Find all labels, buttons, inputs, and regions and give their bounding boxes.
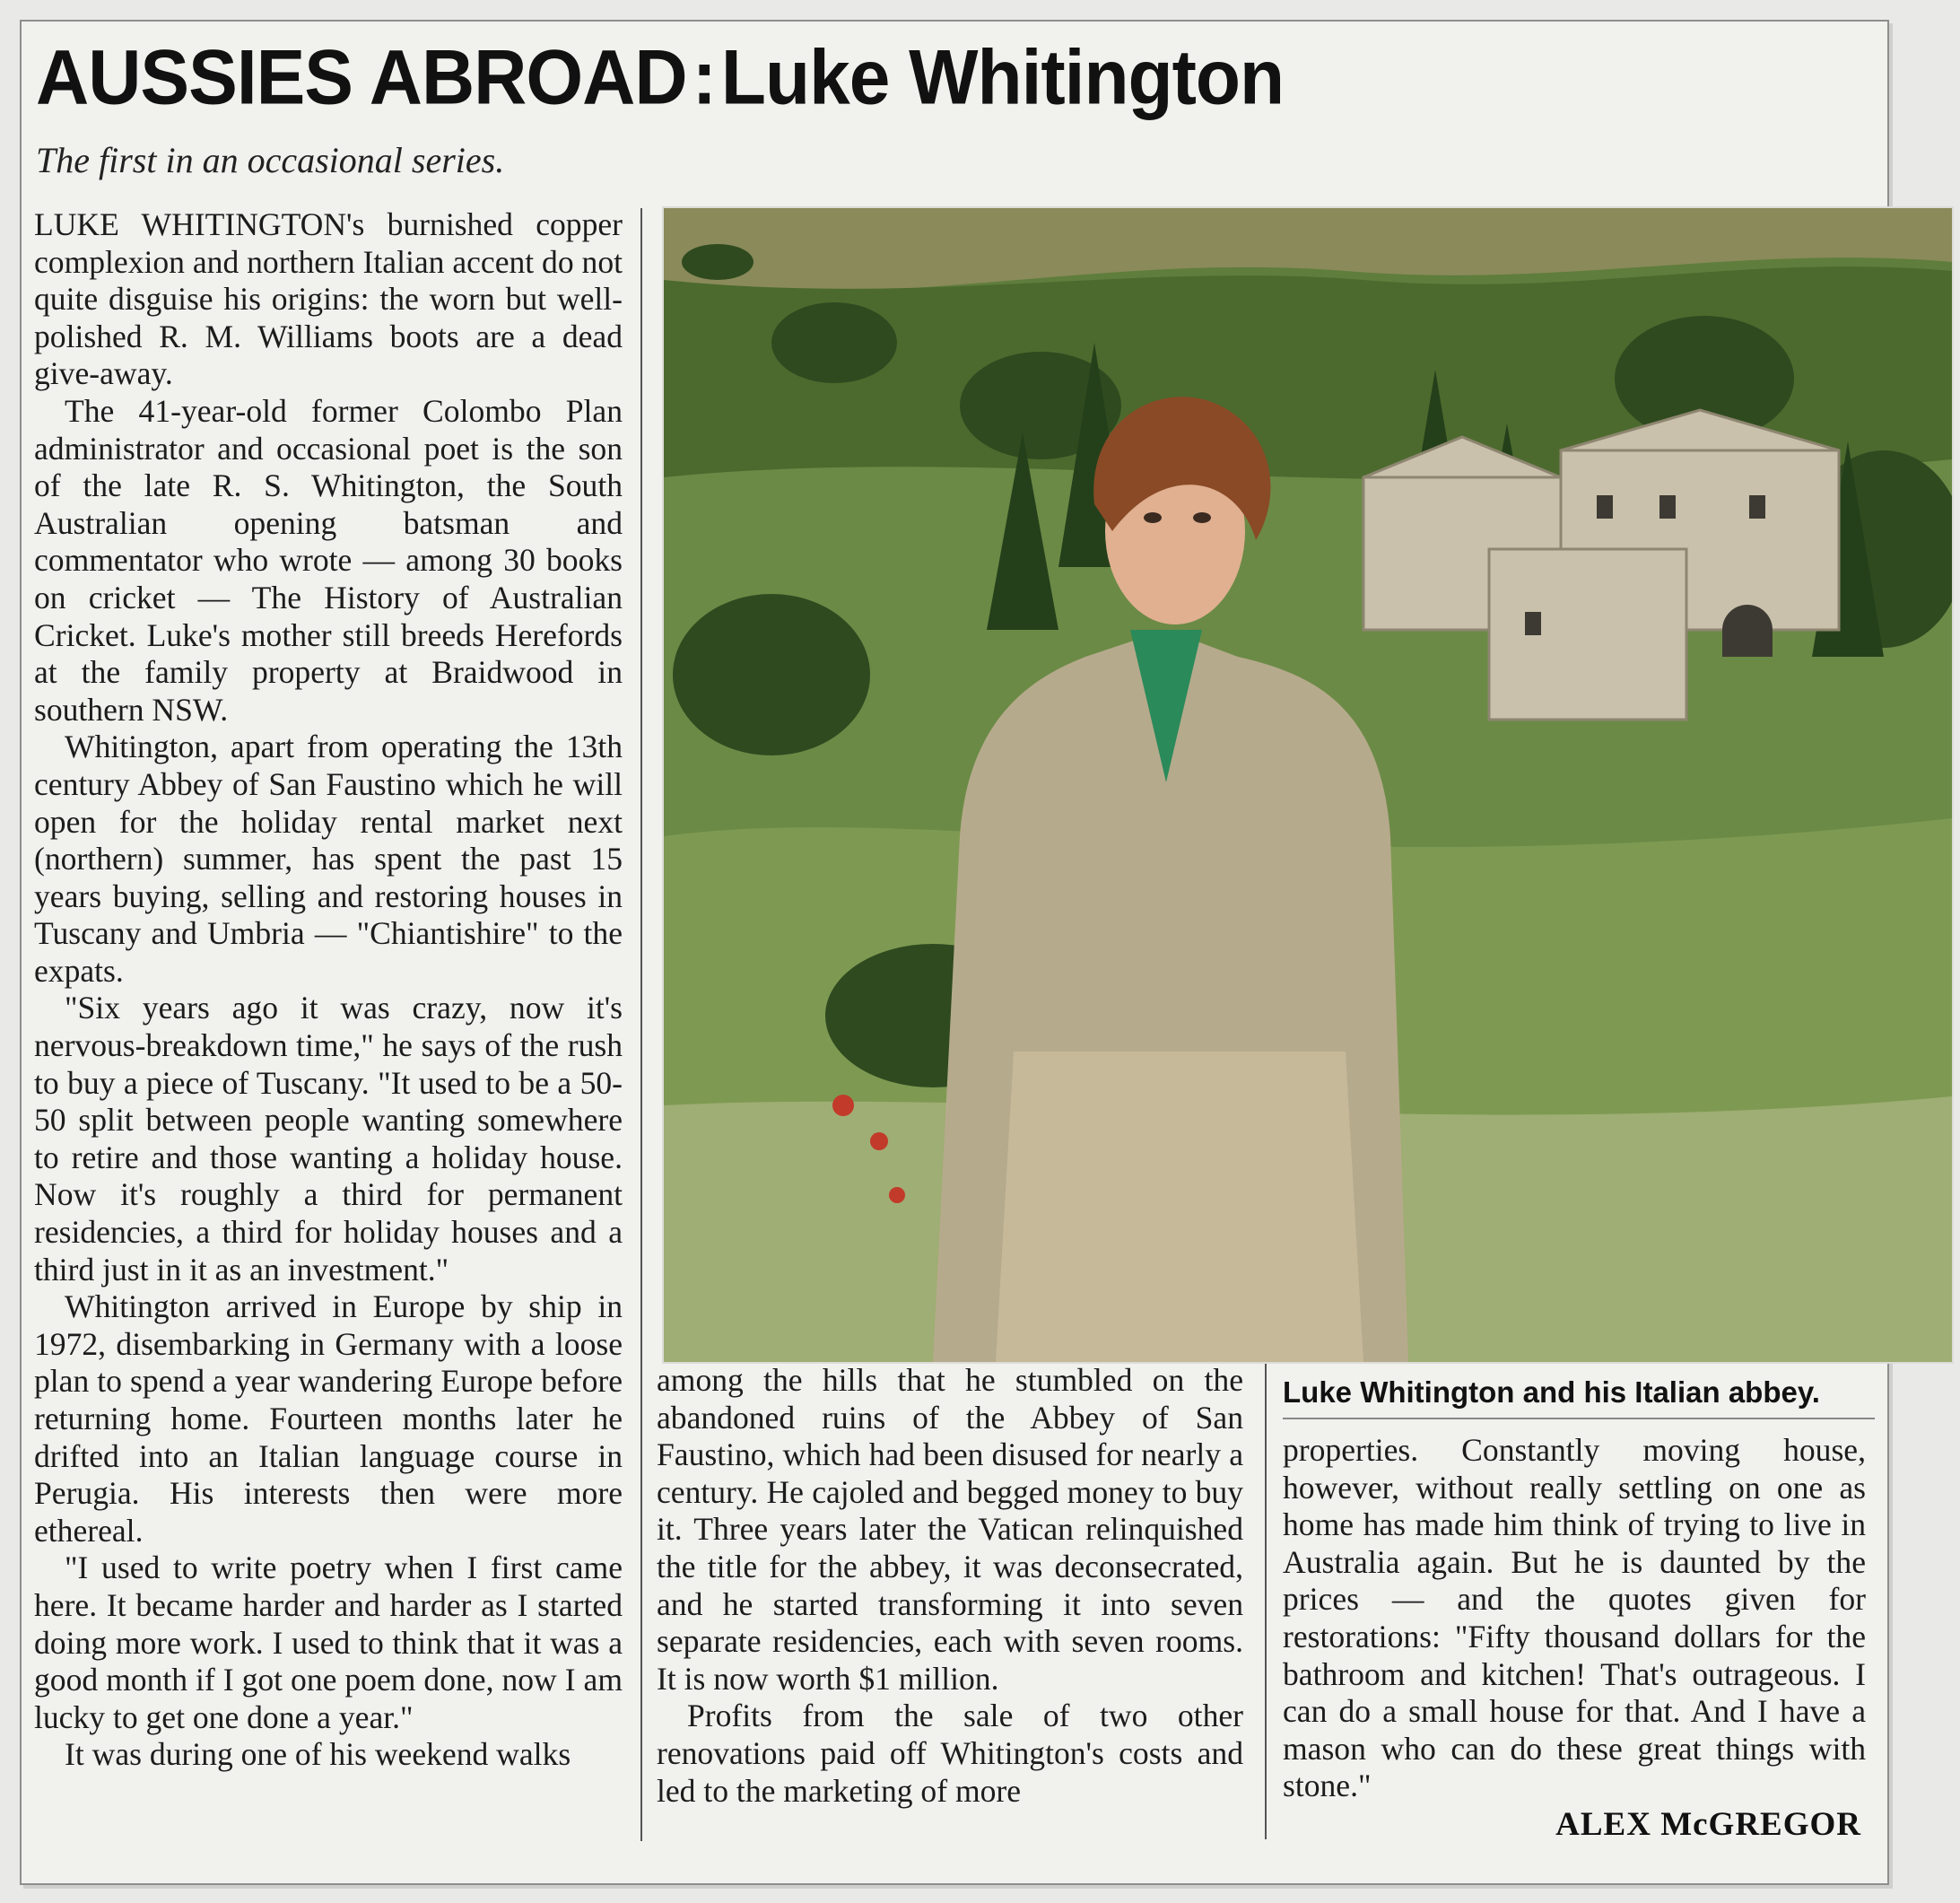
- photo-illustration: [664, 208, 1952, 1362]
- paragraph: Whitington arrived in Europe by ship in 1972, disembarking in Germany with a loose plan to spend a year wandering Europe before returning home. Fourteen months later he drifted into an Italian language course in Perugia. His interests then were more ethereal.: [34, 1288, 623, 1549]
- column-divider: [1265, 1364, 1267, 1839]
- headline: [36, 36, 1346, 121]
- paragraph: The 41-year-old former Colombo Plan administrator and occasional poet is the son of the late R. S. Whitington, the South Australian opening batsman and commentator who wrote — among 30 books on cricket — The History of Australian Cricket. Luke's mother still breeds Herefords at the family property at Braidwood in southern NSW.: [34, 392, 623, 728]
- headline-name: Luke Whitington: [720, 34, 1285, 121]
- article-column-2: [657, 1362, 1243, 1850]
- paragraph: among the hills that he stumbled on the abandoned ruins of the Abbey of San Faustino, which had been disused for nearly a century. He cajoled and begged money to buy it. Three years later the Vatican relinquished the title for the abbey, it was deconsecrated, and he started transforming it into seven separate residencies, each with seven rooms. It is now worth $1 million.: [657, 1362, 1243, 1697]
- headline-prefix: AUSSIES ABROAD: [36, 34, 687, 121]
- column-divider: [640, 208, 642, 1841]
- article-column-3: [1283, 1432, 1866, 1850]
- paragraph: LUKE WHITINGTON's burnished copper complexion and northern Italian accent do not quite disguise his origins: the worn but well-polished R. M. Williams boots are a dead give-away.: [34, 206, 623, 392]
- headline-separator: :: [692, 34, 716, 121]
- paragraph: "Six years ago it was crazy, now it's nervous-breakdown time," he says of the rush to buy a piece of Tuscany. "It used to be a 50-50 split between people wanting somewhere to retire and those wanting a holiday house. Now it's roughly a third for permanent residencies, a third for holiday houses and a third just in it as an investment.": [34, 990, 623, 1288]
- paragraph: Profits from the sale of two other renovations paid off Whitington's costs and led to the marketing of more: [657, 1698, 1243, 1809]
- paragraph: Whitington, apart from operating the 13th century Abbey of San Faustino which he will open for the holiday rental market next (northern) summer, has spent the past 15 years buying, selling and restoring houses in Tuscany and Umbria — "Chiantishire" to the expats.: [34, 729, 623, 989]
- article-column-1: [34, 206, 623, 1850]
- author-byline: ALEX McGREGOR: [1555, 1806, 1861, 1843]
- paragraph: "I used to write poetry when I first came here. It became harder and harder as I started doing more work. I used to think that it was a good month if I got one poem done, now I am lucky to get one done a year.": [34, 1549, 623, 1735]
- paragraph: It was during one of his weekend walks: [65, 1736, 571, 1773]
- photo-luke-whitington-abbey: [664, 208, 1952, 1362]
- paragraph: properties. Constantly moving house, however, without really settling on one as home has made him think of trying to live in Australia again. But he is daunted by the prices — and the quotes given for restorations: "Fifty thousand dollars for the bathroom and kitchen! That's outrageous. I can do a small house for that. And I have a mason who can do these great things with stone.": [1283, 1432, 1866, 1804]
- series-note: The first in an occasional series.: [36, 140, 505, 180]
- photo-caption: Luke Whitington and his Italian abbey.: [1283, 1373, 1875, 1419]
